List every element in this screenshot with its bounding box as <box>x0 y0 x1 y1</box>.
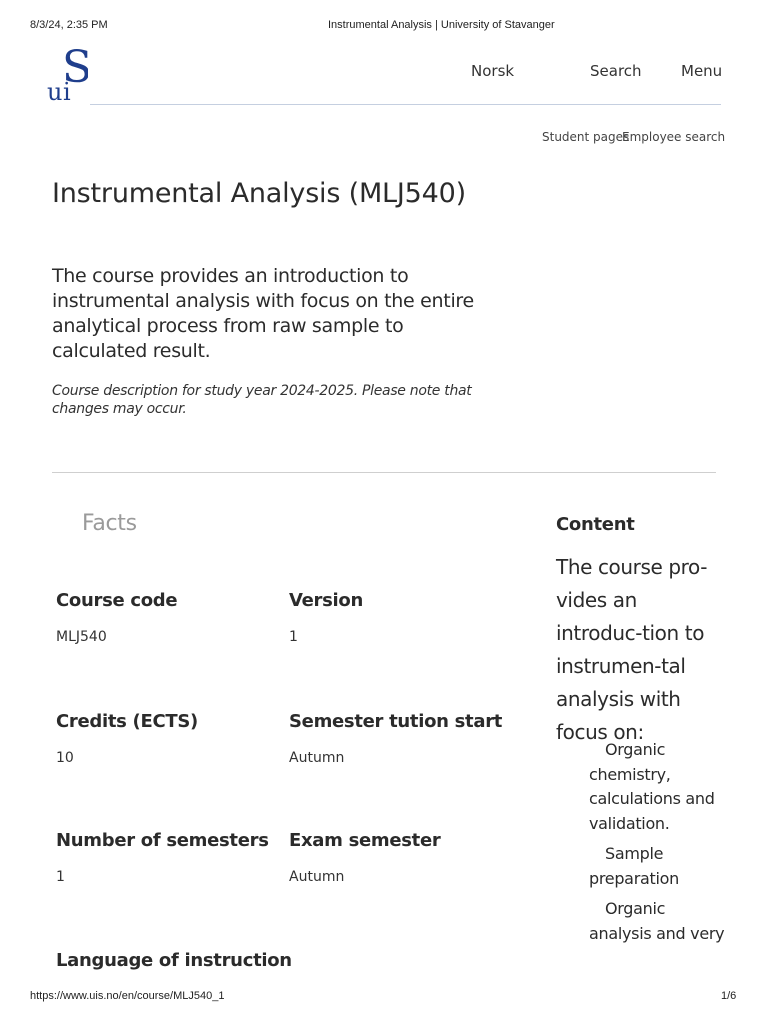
nav-norsk[interactable]: Norsk <box>471 62 515 80</box>
fact-label-version: Version <box>289 590 363 611</box>
course-lead: The course provides an introduction to instrumental analysis with focus on the entire analytical process from raw sample to calculated result. <box>52 265 474 362</box>
page-title: Instrumental Analysis (MLJ540) <box>52 178 466 209</box>
list-item: Organic chemistry, calculations and validation. <box>589 740 715 833</box>
svg-text:i: i <box>63 78 71 104</box>
fact-value-course-code: MLJ540 <box>56 629 107 645</box>
fact-value-number-of-semesters: 1 <box>56 869 65 885</box>
fact-value-exam-semester: Autumn <box>289 869 345 885</box>
content-list <box>589 738 729 952</box>
print-page-number: 1/6 <box>721 990 737 1002</box>
svg-text:S: S <box>62 42 88 93</box>
student-pages-link[interactable]: Student pages <box>542 130 630 144</box>
content-heading: Content <box>556 514 635 535</box>
svg-text:u: u <box>47 78 63 104</box>
header-divider <box>90 104 721 105</box>
fact-label-semester-start: Semester tution start <box>289 711 503 732</box>
uis-logo-mark <box>44 42 88 104</box>
nav-menu[interactable]: Menu <box>681 62 723 80</box>
print-datetime: 8/3/24, 2:35 PM <box>30 19 108 31</box>
fact-value-version: 1 <box>289 629 298 645</box>
content-intro: The course pro-vides an introduc-tion to instrumen-tal analysis with focus on: <box>556 555 708 744</box>
list-item: Organic analysis and very <box>589 899 725 943</box>
course-note: Course description for study year 2024-2025. Please note that changes may occur. <box>52 383 472 417</box>
print-title: Instrumental Analysis | University of Stavanger <box>328 19 555 31</box>
facts-heading: Facts <box>82 511 137 536</box>
fact-label-number-of-semesters: Number of semesters <box>56 830 269 851</box>
fact-label-exam-semester: Exam semester <box>289 830 441 851</box>
fact-label-language: Language of instruction <box>56 950 292 971</box>
fact-label-credits: Credits (ECTS) <box>56 711 198 732</box>
fact-value-credits: 10 <box>56 750 74 766</box>
section-divider <box>52 472 716 473</box>
uis-logo[interactable] <box>44 42 88 104</box>
employee-search-link[interactable]: Employee search <box>622 130 726 144</box>
print-url: https://www.uis.no/en/course/MLJ540_1 <box>30 990 225 1002</box>
nav-search[interactable]: Search <box>590 62 642 80</box>
fact-value-semester-start: Autumn <box>289 750 345 766</box>
list-item: Sample preparation <box>589 844 679 888</box>
fact-label-course-code: Course code <box>56 590 178 611</box>
